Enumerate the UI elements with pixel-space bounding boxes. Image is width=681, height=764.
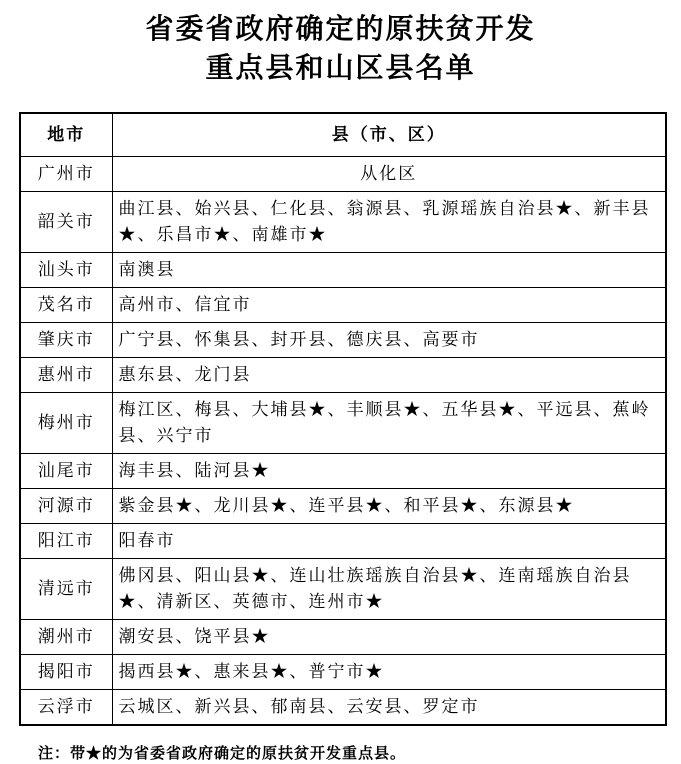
city-cell: 汕尾市 — [20, 454, 112, 489]
counties-cell: 阳春市 — [112, 524, 666, 559]
city-cell: 肇庆市 — [20, 323, 112, 358]
table-row — [20, 489, 666, 524]
table-row — [20, 393, 666, 454]
city-cell: 广州市 — [20, 157, 112, 192]
counties-cell: 潮安县、饶平县★ — [112, 620, 666, 655]
column-header-counties: 县（市、区） — [112, 113, 666, 157]
counties-cell: 云城区、新兴县、郁南县、云安县、罗定市 — [112, 690, 666, 726]
table-row — [20, 157, 666, 192]
city-cell: 汕头市 — [20, 253, 112, 288]
city-cell: 潮州市 — [20, 620, 112, 655]
table-row — [20, 288, 666, 323]
counties-cell: 揭西县★、惠来县★、普宁市★ — [112, 655, 666, 690]
county-list-table — [19, 112, 667, 726]
counties-cell: 从化区 — [112, 157, 666, 192]
city-cell: 梅州市 — [20, 393, 112, 454]
city-cell: 茂名市 — [20, 288, 112, 323]
counties-cell: 高州市、信宜市 — [112, 288, 666, 323]
counties-cell: 佛冈县、阳山县★、连山壮族瑶族自治县★、连南瑶族自治县★、清新区、英德市、连州市★ — [112, 559, 666, 620]
counties-cell: 曲江县、始兴县、仁化县、翁源县、乳源瑶族自治县★、新丰县★、乐昌市★、南雄市★ — [112, 192, 666, 253]
table-row — [20, 192, 666, 253]
footnote: 注：带★的为省委省政府确定的原扶贫开发重点县。 — [38, 746, 407, 762]
city-cell: 清远市 — [20, 559, 112, 620]
counties-cell: 海丰县、陆河县★ — [112, 454, 666, 489]
page-title — [0, 10, 681, 88]
counties-cell: 广宁县、怀集县、封开县、德庆县、高要市 — [112, 323, 666, 358]
table-row — [20, 559, 666, 620]
counties-cell: 惠东县、龙门县 — [112, 358, 666, 393]
table-row — [20, 690, 666, 726]
table-header-row — [20, 113, 666, 157]
city-cell: 惠州市 — [20, 358, 112, 393]
table-row — [20, 253, 666, 288]
table-row — [20, 620, 666, 655]
counties-cell: 梅江区、梅县、大埔县★、丰顺县★、五华县★、平远县、蕉岭县、兴宁市 — [112, 393, 666, 454]
table-row — [20, 655, 666, 690]
counties-cell: 紫金县★、龙川县★、连平县★、和平县★、东源县★ — [112, 489, 666, 524]
column-header-city: 地市 — [20, 113, 112, 157]
table-body — [20, 157, 666, 726]
page-title-line2: 重点县和山区县名单 — [205, 53, 476, 84]
table-row — [20, 358, 666, 393]
counties-cell: 南澳县 — [112, 253, 666, 288]
city-cell: 阳江市 — [20, 524, 112, 559]
city-cell: 河源市 — [20, 489, 112, 524]
city-cell: 云浮市 — [20, 690, 112, 726]
city-cell: 揭阳市 — [20, 655, 112, 690]
page-title-line1: 省委省政府确定的原扶贫开发 — [145, 14, 536, 45]
table-row — [20, 323, 666, 358]
table-row — [20, 454, 666, 489]
table-row — [20, 524, 666, 559]
city-cell: 韶关市 — [20, 192, 112, 253]
